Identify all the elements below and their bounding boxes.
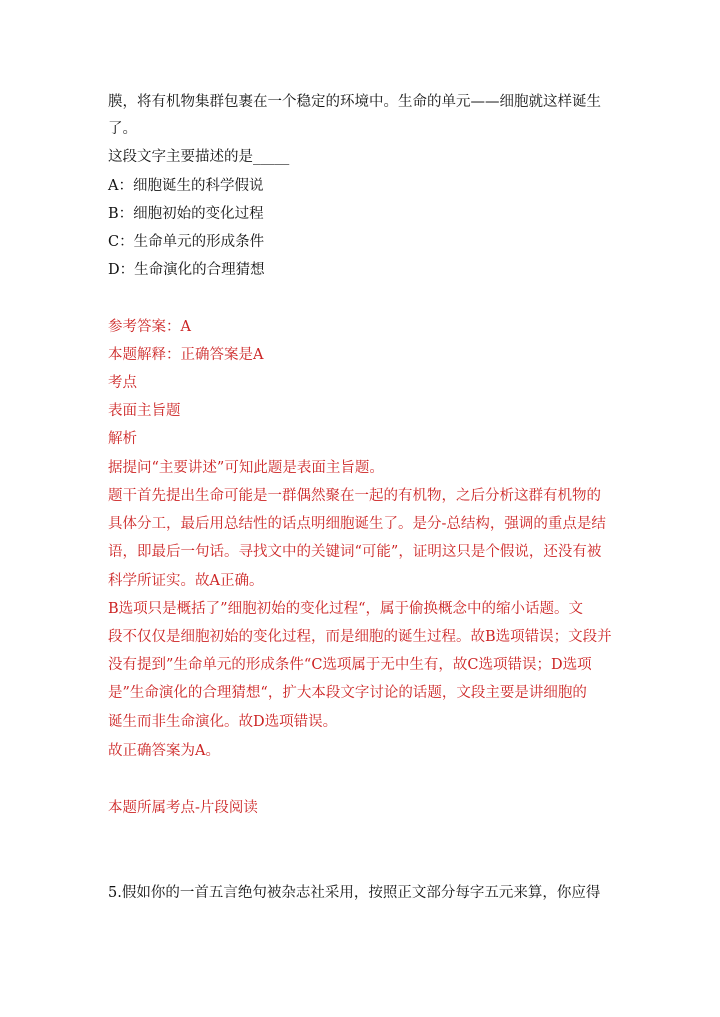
analysis-line-9: 是”生命演化的合理猜想“，扩大本段文字讨论的话题，文段主要是讲细胞的 xyxy=(108,685,587,701)
option-b: B：细胞初始的变化过程 xyxy=(108,206,264,222)
option-a: A：细胞诞生的科学假说 xyxy=(108,178,264,194)
explanation-header: 本题解释：正确答案是A xyxy=(108,347,264,363)
analysis-line-6: B选项只是概括了”细胞初始的变化过程“，属于偷换概念中的缩小话题。文 xyxy=(108,601,583,617)
analysis-line-1: 据提问“主要讲述”可知此题是表面主旨题。 xyxy=(108,460,384,476)
conclusion: 故正确答案为A。 xyxy=(108,743,220,759)
analysis-line-5: 科学所证实。故A正确。 xyxy=(108,573,264,589)
option-d: D：生命演化的合理猜想 xyxy=(108,262,265,278)
analysis-line-7: 段不仅仅是细胞初始的变化过程，而是细胞的诞生过程。故B选项错误；文段并 xyxy=(108,629,612,645)
question-body-line-2: 了。 xyxy=(108,121,137,137)
jiexi-label: 解析 xyxy=(108,431,137,447)
kaodian-label: 考点 xyxy=(108,375,137,391)
analysis-line-4: 语，即最后一句话。寻找文中的关键词“可能”，证明这只是个假说，还没有被 xyxy=(108,544,602,560)
analysis-line-10: 诞生而非生命演化。故D选项错误。 xyxy=(108,714,338,730)
next-question-line: 5.假如你的一首五言绝句被杂志社采用，按照正文部分每字五元来算，你应得 xyxy=(108,885,601,901)
kaodian-value: 表面主旨题 xyxy=(108,403,181,419)
analysis-line-2: 题干首先提出生命可能是一群偶然聚在一起的有机物，之后分析这群有机物的 xyxy=(108,488,601,504)
question-prompt: 这段文字主要描述的是_____ xyxy=(108,149,290,165)
reference-answer: 参考答案：A xyxy=(108,319,191,335)
option-c: C：生命单元的形成条件 xyxy=(108,234,265,250)
analysis-line-8: 没有提到”生命单元的形成条件“C选项属于无中生有，故C选项错误；D选项 xyxy=(108,657,592,673)
question-category: 本题所属考点-片段阅读 xyxy=(108,800,258,816)
analysis-line-3: 具体分工，最后用总结性的话点明细胞诞生了。是分-总结构，强调的重点是结 xyxy=(108,516,606,532)
question-body-line-1: 膜，将有机物集群包裹在一个稳定的环境中。生命的单元——细胞就这样诞生 xyxy=(108,94,601,110)
